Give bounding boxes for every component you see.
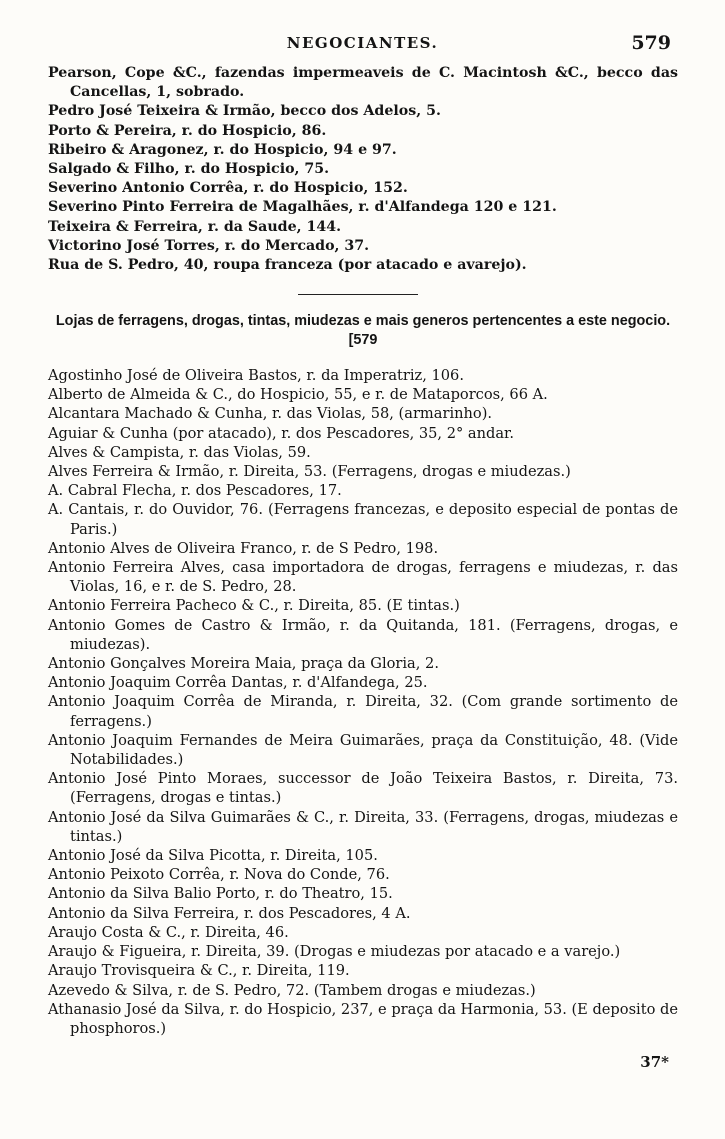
section-divider bbox=[298, 294, 418, 295]
store-entry: Agostinho José de Oliveira Bastos, r. da Imperatriz, 106. bbox=[48, 367, 464, 384]
store-entry: Antonio José Pinto Moraes, successor de João Teixeira Bastos, r. Direita, 73. (Ferragens, drogas e tintas.) bbox=[48, 770, 678, 807]
store-entry: Aguiar & Cunha (por atacado), r. dos Pescadores, 35, 2° andar. bbox=[48, 424, 515, 442]
signature-mark: 37* bbox=[640, 1053, 669, 1071]
store-entry: Antonio José da Silva Guimarães & C., r. Direita, 33. (Ferragens, drogas, miudezas e tintas.) bbox=[48, 808, 678, 845]
merchant-entry: Ribeiro & Aragonez, r. do Hospicio, 94 e 97. bbox=[48, 141, 397, 158]
store-entry: Antonio José da Silva Picotta, r. Direita, 105. bbox=[48, 847, 378, 865]
store-entry: Alcantara Machado & Cunha, r. das Violas, 58, (armarinho). bbox=[48, 405, 493, 423]
store-entry: Antonio Gonçalves Moreira Maia, praça da Gloria, 2. bbox=[48, 655, 439, 673]
merchant-entry: Severino Antonio Corrêa, r. do Hospicio, 152. bbox=[48, 180, 408, 197]
store-entry: A. Cabral Flecha, r. dos Pescadores, 17. bbox=[48, 482, 342, 500]
store-entry: Araujo & Figueira, r. Direita, 39. (Drogas e miudezas por atacado e a varejo.) bbox=[48, 943, 621, 961]
store-entry: Antonio Joaquim Corrêa Dantas, r. d'Alfandega, 25. bbox=[48, 674, 428, 692]
store-entry: Azevedo & Silva, r. de S. Pedro, 72. (Tambem drogas e miudezas.) bbox=[48, 981, 536, 999]
page-number: 579 bbox=[631, 32, 671, 54]
store-entry: Antonio da Silva Ferreira, r. dos Pescadores, 4 A. bbox=[48, 904, 411, 922]
store-entry: Alves & Campista, r. das Violas, 59. bbox=[48, 443, 311, 461]
merchant-entry: Porto & Pereira, r. do Hospicio, 86. bbox=[48, 122, 327, 139]
merchant-entry: Pedro José Teixeira & Irmão, becco dos Adelos, 5. bbox=[48, 103, 441, 120]
store-entry: A. Cantais, r. do Ouvidor, 76. (Ferragens francezas, e deposito especial de pontas de Paris.) bbox=[48, 501, 678, 538]
store-entry: Antonio da Silva Balio Porto, r. do Theatro, 15. bbox=[48, 885, 393, 903]
store-entry: Antonio Joaquim Fernandes de Meira Guimarães, praça da Constituição, 48. (Vide Notabilidades.) bbox=[48, 731, 678, 769]
store-entry: Araujo Costa & C., r. Direita, 46. bbox=[48, 923, 289, 941]
merchant-list-continued bbox=[48, 64, 678, 275]
merchant-entry: Salgado & Filho, r. do Hospicio, 75. bbox=[48, 161, 330, 178]
hardware-stores-list bbox=[48, 366, 678, 1038]
section-heading: Lojas de ferragens, drogas, tintas, miudezas e mais generos pertencentes a este negocio. [579 bbox=[55, 313, 671, 348]
store-entry: Antonio Alves de Oliveira Franco, r. de S Pedro, 198. bbox=[48, 539, 439, 557]
store-entry: Alberto de Almeida & C., do Hospicio, 55, e r. de Mataporcos, 66 A. bbox=[48, 386, 548, 404]
store-entry: Antonio Gomes de Castro & Irmão, r. da Quitanda, 181. (Ferragens, drogas, e miudezas). bbox=[48, 616, 678, 653]
store-entry: Antonio Joaquim Corrêa de Miranda, r. Direita, 32. (Com grande sortimento de ferragens.) bbox=[48, 693, 678, 730]
page-header bbox=[0, 34, 725, 58]
running-title: NEGOCIANTES. bbox=[286, 34, 439, 52]
store-entry: Araujo Trovisqueira & C., r. Direita, 119. bbox=[48, 962, 350, 980]
merchant-entry: Rua de S. Pedro, 40, roupa franceza (por atacado e avarejo). bbox=[48, 257, 527, 274]
merchant-entry: Victorino José Torres, r. do Mercado, 37. bbox=[48, 237, 370, 254]
store-entry: Athanasio José da Silva, r. do Hospicio, 237, e praça da Harmonia, 53. (E deposito de phosphoros.) bbox=[48, 1000, 678, 1037]
store-entry: Antonio Ferreira Alves, casa importadora de drogas, ferragens e miudezas, r. das Violas, 16, e r. de S. Pedro, 28. bbox=[48, 559, 678, 596]
merchant-entry: Teixeira & Ferreira, r. da Saude, 144. bbox=[48, 218, 342, 235]
store-entry: Alves Ferreira & Irmão, r. Direita, 53. (Ferragens, drogas e miudezas.) bbox=[48, 463, 571, 481]
store-entry: Antonio Peixoto Corrêa, r. Nova do Conde, 76. bbox=[48, 866, 390, 884]
store-entry: Antonio Ferreira Pacheco & C., r. Direita, 85. (E tintas.) bbox=[48, 597, 460, 615]
merchant-entry: Severino Pinto Ferreira de Magalhães, r. d'Alfandega 120 e 121. bbox=[48, 199, 557, 216]
merchant-entry: Pearson, Cope &C., fazendas impermeaveis de C. Macintosh &C., becco das Cancellas, 1, sobrado. bbox=[48, 65, 678, 101]
